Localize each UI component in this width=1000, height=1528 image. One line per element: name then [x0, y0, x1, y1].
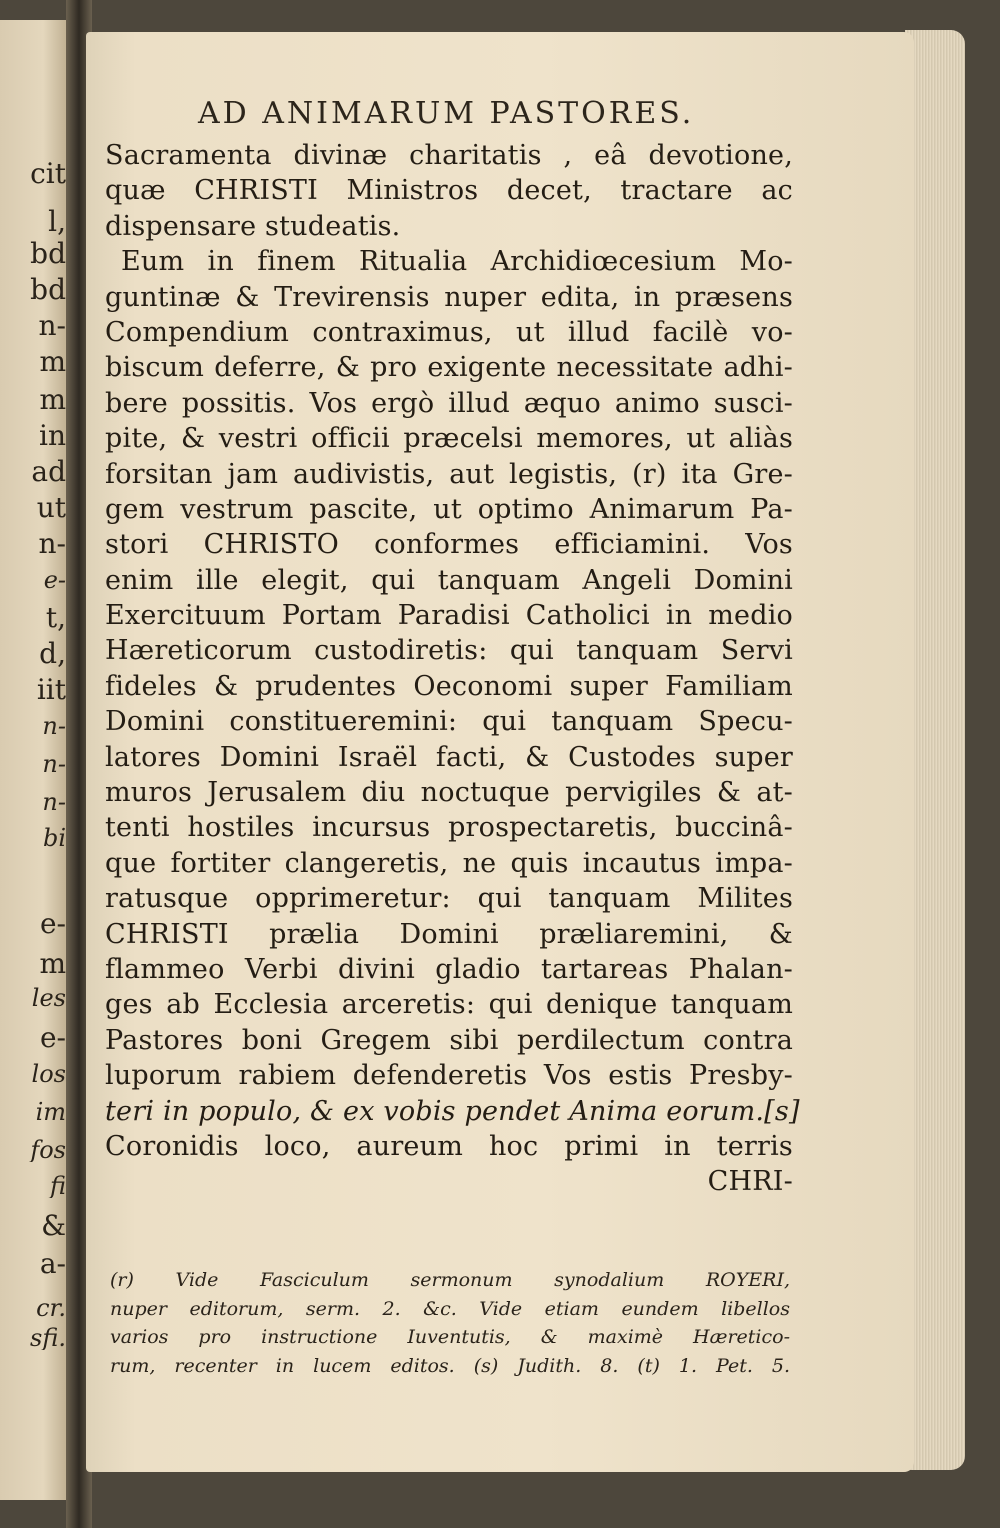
footnote-line: (r) Vide Fasciculum sermonum synodalium ROYERI, [110, 1269, 790, 1291]
text-line: gem vestrum pascite, ut optimo Animarum Pa- [105, 493, 793, 525]
margin-fragment: iit [36, 676, 66, 704]
text-line: flammeo Verbi divini gladio tartareas Phalan- [105, 953, 793, 985]
text-line: Domini constitueremini: qui tanquam Specu- [105, 706, 793, 738]
margin-fragment: e- [43, 568, 66, 592]
margin-fragment: im [35, 1100, 66, 1124]
margin-fragment: n- [38, 530, 66, 558]
margin-fragment: los [31, 1062, 66, 1086]
text-line: muros Jerusalem diu noctuque pervigiles & at- [105, 777, 793, 809]
text-line: tenti hostiles incursus prospectaretis, buccinâ- [105, 812, 793, 844]
margin-fragment: fos [30, 1138, 66, 1162]
text-line: enim ille elegit, qui tanquam Angeli Domini [105, 564, 793, 596]
footnotes [110, 1266, 790, 1380]
margin-fragment: e- [39, 910, 66, 938]
margin-fragment: bd [30, 240, 66, 268]
margin-fragment: m [39, 348, 66, 376]
margin-fragment: cr. [36, 1296, 66, 1320]
text-line: CHRISTI prælia Domini præliaremini, & [105, 918, 793, 950]
margin-fragment: d, [39, 640, 66, 668]
text-line: bere possitis. Vos ergò illud æquo animo susci- [105, 387, 793, 419]
margin-fragment: bd [30, 276, 66, 304]
text-line: quæ CHRISTI Ministros decet, tractare ac [105, 175, 793, 207]
body-text [105, 138, 800, 1200]
text-line: Coronidis loco, aureum hoc primi in terris [105, 1130, 793, 1162]
footnote-line: nuper editorum, serm. 2. &c. Vide etiam eundem libellos [110, 1297, 790, 1320]
margin-fragment: l, [48, 208, 66, 236]
text-line: forsitan jam audivistis, aut legistis, (r) ita Gre- [105, 458, 793, 490]
margin-fragment: les [31, 986, 66, 1010]
text-line: Compendium contraximus, ut illud facilè vo- [105, 316, 793, 348]
text-line: Pastores boni Gregem sibi perdilectum contra [105, 1024, 793, 1056]
text-line: biscum deferre, & pro exigente necessitate adhi- [105, 352, 793, 384]
text-line: Eum in finem Ritualia Archidiœcesium Mo- [121, 246, 793, 278]
text-line: Hæreticorum custodiretis: qui tanquam Servi [105, 635, 793, 667]
running-header: AD ANIMARUM PASTORES. [198, 96, 695, 131]
text-line: guntinæ & Trevirensis nuper edita, in præsens [105, 281, 793, 313]
text-line: que fortiter clangeretis, ne quis incautus impa- [105, 847, 793, 879]
text-line: dispensare studeatis. [105, 210, 401, 242]
page-edges [905, 30, 965, 1470]
catchword: CHRI- [707, 1166, 793, 1198]
margin-fragment: m [39, 950, 66, 978]
margin-fragment: bi [42, 826, 66, 850]
text-line: pite, & vestri officii præcelsi memores, ut aliàs [105, 423, 793, 455]
margin-fragment: a- [39, 1250, 66, 1278]
margin-fragment: e- [39, 1024, 66, 1052]
margin-fragment: cit [30, 160, 66, 188]
margin-fragment: ad [31, 458, 66, 486]
margin-fragment: sfi. [30, 1326, 66, 1350]
footnote-line: rum, recenter in lucem editos. (s) Judith. 8. (t) 1. Pet. 5. [110, 1354, 790, 1377]
margin-fragment: in [39, 422, 66, 450]
text-line: Exercituum Portam Paradisi Catholici in medio [105, 600, 793, 632]
margin-fragment: n- [42, 790, 66, 814]
margin-fragment: fi [49, 1174, 66, 1198]
margin-fragment: m [39, 386, 66, 414]
text-line: teri in populo, & ex vobis pendet Anima eorum.[s] [105, 1095, 800, 1127]
text-line: stori CHRISTO conformes efficiamini. Vos [105, 529, 793, 561]
text-line: luporum rabiem defenderetis Vos estis Presby- [105, 1060, 793, 1092]
footnote-line: varios pro instructione Iuventutis, & maximè Hæretico- [110, 1326, 790, 1348]
margin-fragment: n- [38, 312, 66, 340]
margin-fragment: n- [42, 714, 66, 738]
margin-fragment: & [41, 1212, 66, 1240]
text-line: Sacramenta divinæ charitatis , eâ devotione, [105, 140, 793, 171]
margin-fragment: t, [45, 604, 66, 632]
text-line: latores Domini Israël facti, & Custodes super [105, 741, 793, 773]
margin-fragment: ut [36, 494, 66, 522]
text-line: ratusque opprimeretur: qui tanquam Milites [105, 883, 793, 915]
text-line: fideles & prudentes Oeconomi super Familiam [105, 670, 793, 702]
margin-fragment: n- [42, 752, 66, 776]
text-line: ges ab Ecclesia arceretis: qui denique tanquam [105, 989, 793, 1021]
